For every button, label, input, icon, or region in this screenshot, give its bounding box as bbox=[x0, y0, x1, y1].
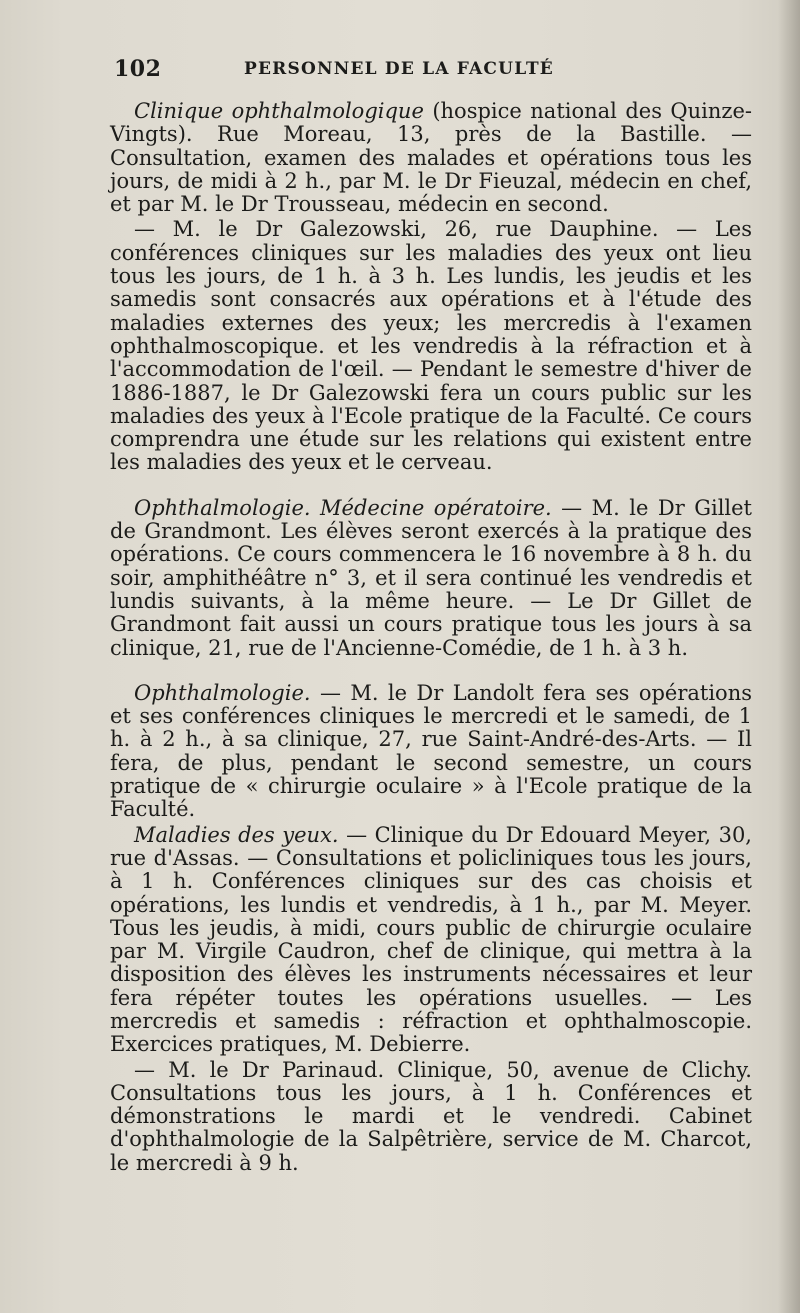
paragraph-text: — M. le Dr Gillet de Grandmont. Les élèves seront exercés à la pratique des opérations. Ce cours commencera le 16 novembre à 8 h. du soir, amphithéâtre n° 3, et il sera continué les vendredis et lundis suivants, à la même heure. — Le Dr Gillet de Grandmont fait aussi un cours pratique tous les jours à sa clinique, 21, rue de l'Ancienne-Comédie, de 1 h. à 3 h. bbox=[110, 495, 752, 660]
paragraph-text: — M. le Dr Galezowski, 26, rue Dauphine. — Les conférences cliniques sur les maladies des yeux ont lieu tous les jours, de 1 h. à 3 h. Les lundis, les jeudis et les samedis sont consacrés aux opérations et à l'étude des maladies externes des yeux; les mercredis à l'examen ophthalmoscopique. et les vendredis à la réfraction et à l'accommodation de l'œil. — Pendant le semestre d'hiver de 1886-1887, le Dr Galezowski fera un cours public sur les maladies des yeux à l'Ecole pratique de la Faculté. Ce cours comprendra une étude sur les relations qui existent entre les maladies des yeux et le cerveau. bbox=[110, 217, 752, 475]
page-number: 102 bbox=[114, 56, 162, 82]
paragraph-galezowski bbox=[110, 218, 752, 474]
page-header bbox=[114, 56, 754, 86]
running-title: PERSONNEL DE LA FACULTÉ bbox=[244, 59, 554, 79]
paragraph-lead: Clinique ophthalmologique bbox=[134, 99, 424, 123]
paragraph-parinaud bbox=[110, 1059, 752, 1175]
paragraph-medecine-operatoire bbox=[110, 497, 752, 660]
paragraph-clinique-ophthalmologique bbox=[110, 100, 752, 216]
paragraph-maladies-des-yeux bbox=[110, 824, 752, 1057]
paragraph-lead: Maladies des yeux. bbox=[134, 822, 339, 847]
paragraph-lead: Ophthalmologie. Médecine opératoire. bbox=[134, 495, 552, 520]
paragraph-text: — M. le Dr Landolt fera ses opérations et ses conférences cliniques le mercredi et le samedi, de 1 h. à 2 h., à sa clinique, 27, rue Saint-André-des-Arts. — Il fera, de plus, pendant le second semestre, un cours pratique de « chirurgie oculaire » à l'Ecole pratique de la Faculté. bbox=[110, 680, 752, 822]
paragraph-text: — M. le Dr Parinaud. Clinique, 50, avenue de Clichy. Consultations tous les jours, à 1 h. Conférences et démonstrations le mardi et le vendredi. Cabinet d'ophthalmologie de la Salpêtrière, service de M. Charcot, le mercredi à 9 h. bbox=[110, 1057, 752, 1175]
page-body bbox=[110, 100, 752, 1175]
paragraph-landolt bbox=[110, 682, 752, 822]
paragraph-lead: Ophthalmologie. bbox=[134, 680, 311, 705]
paragraph-text: (hospice national des Quinze-Vingts). Rue Moreau, 13, près de la Bastille. — Consultation, examen des malades et opérations tous les jours, de midi à 2 h., par M. le Dr Fieuzal, médecin en chef, et par M. le Dr Trousseau, médecin en second. bbox=[110, 99, 752, 217]
paragraph-text: — Clinique du Dr Edouard Meyer, 30, rue d'Assas. — Consultations et policliniques tous les jours, à 1 h. Conférences cliniques sur des cas choisis et opérations, les lundis et vendredis, à 1 h., par M. Meyer. Tous les jeudis, à midi, cours public de chirurgie oculaire par M. Virgile Caudron, chef de clinique, qui mettra à la disposition des élèves les instruments nécessaires et leur fera répéter toutes les opérations usuelles. — Les mercredis et samedis : réfraction et ophthalmoscopie. Exercices pratiques, M. Debierre. bbox=[110, 822, 752, 1057]
page-gutter-shadow bbox=[778, 0, 800, 1313]
